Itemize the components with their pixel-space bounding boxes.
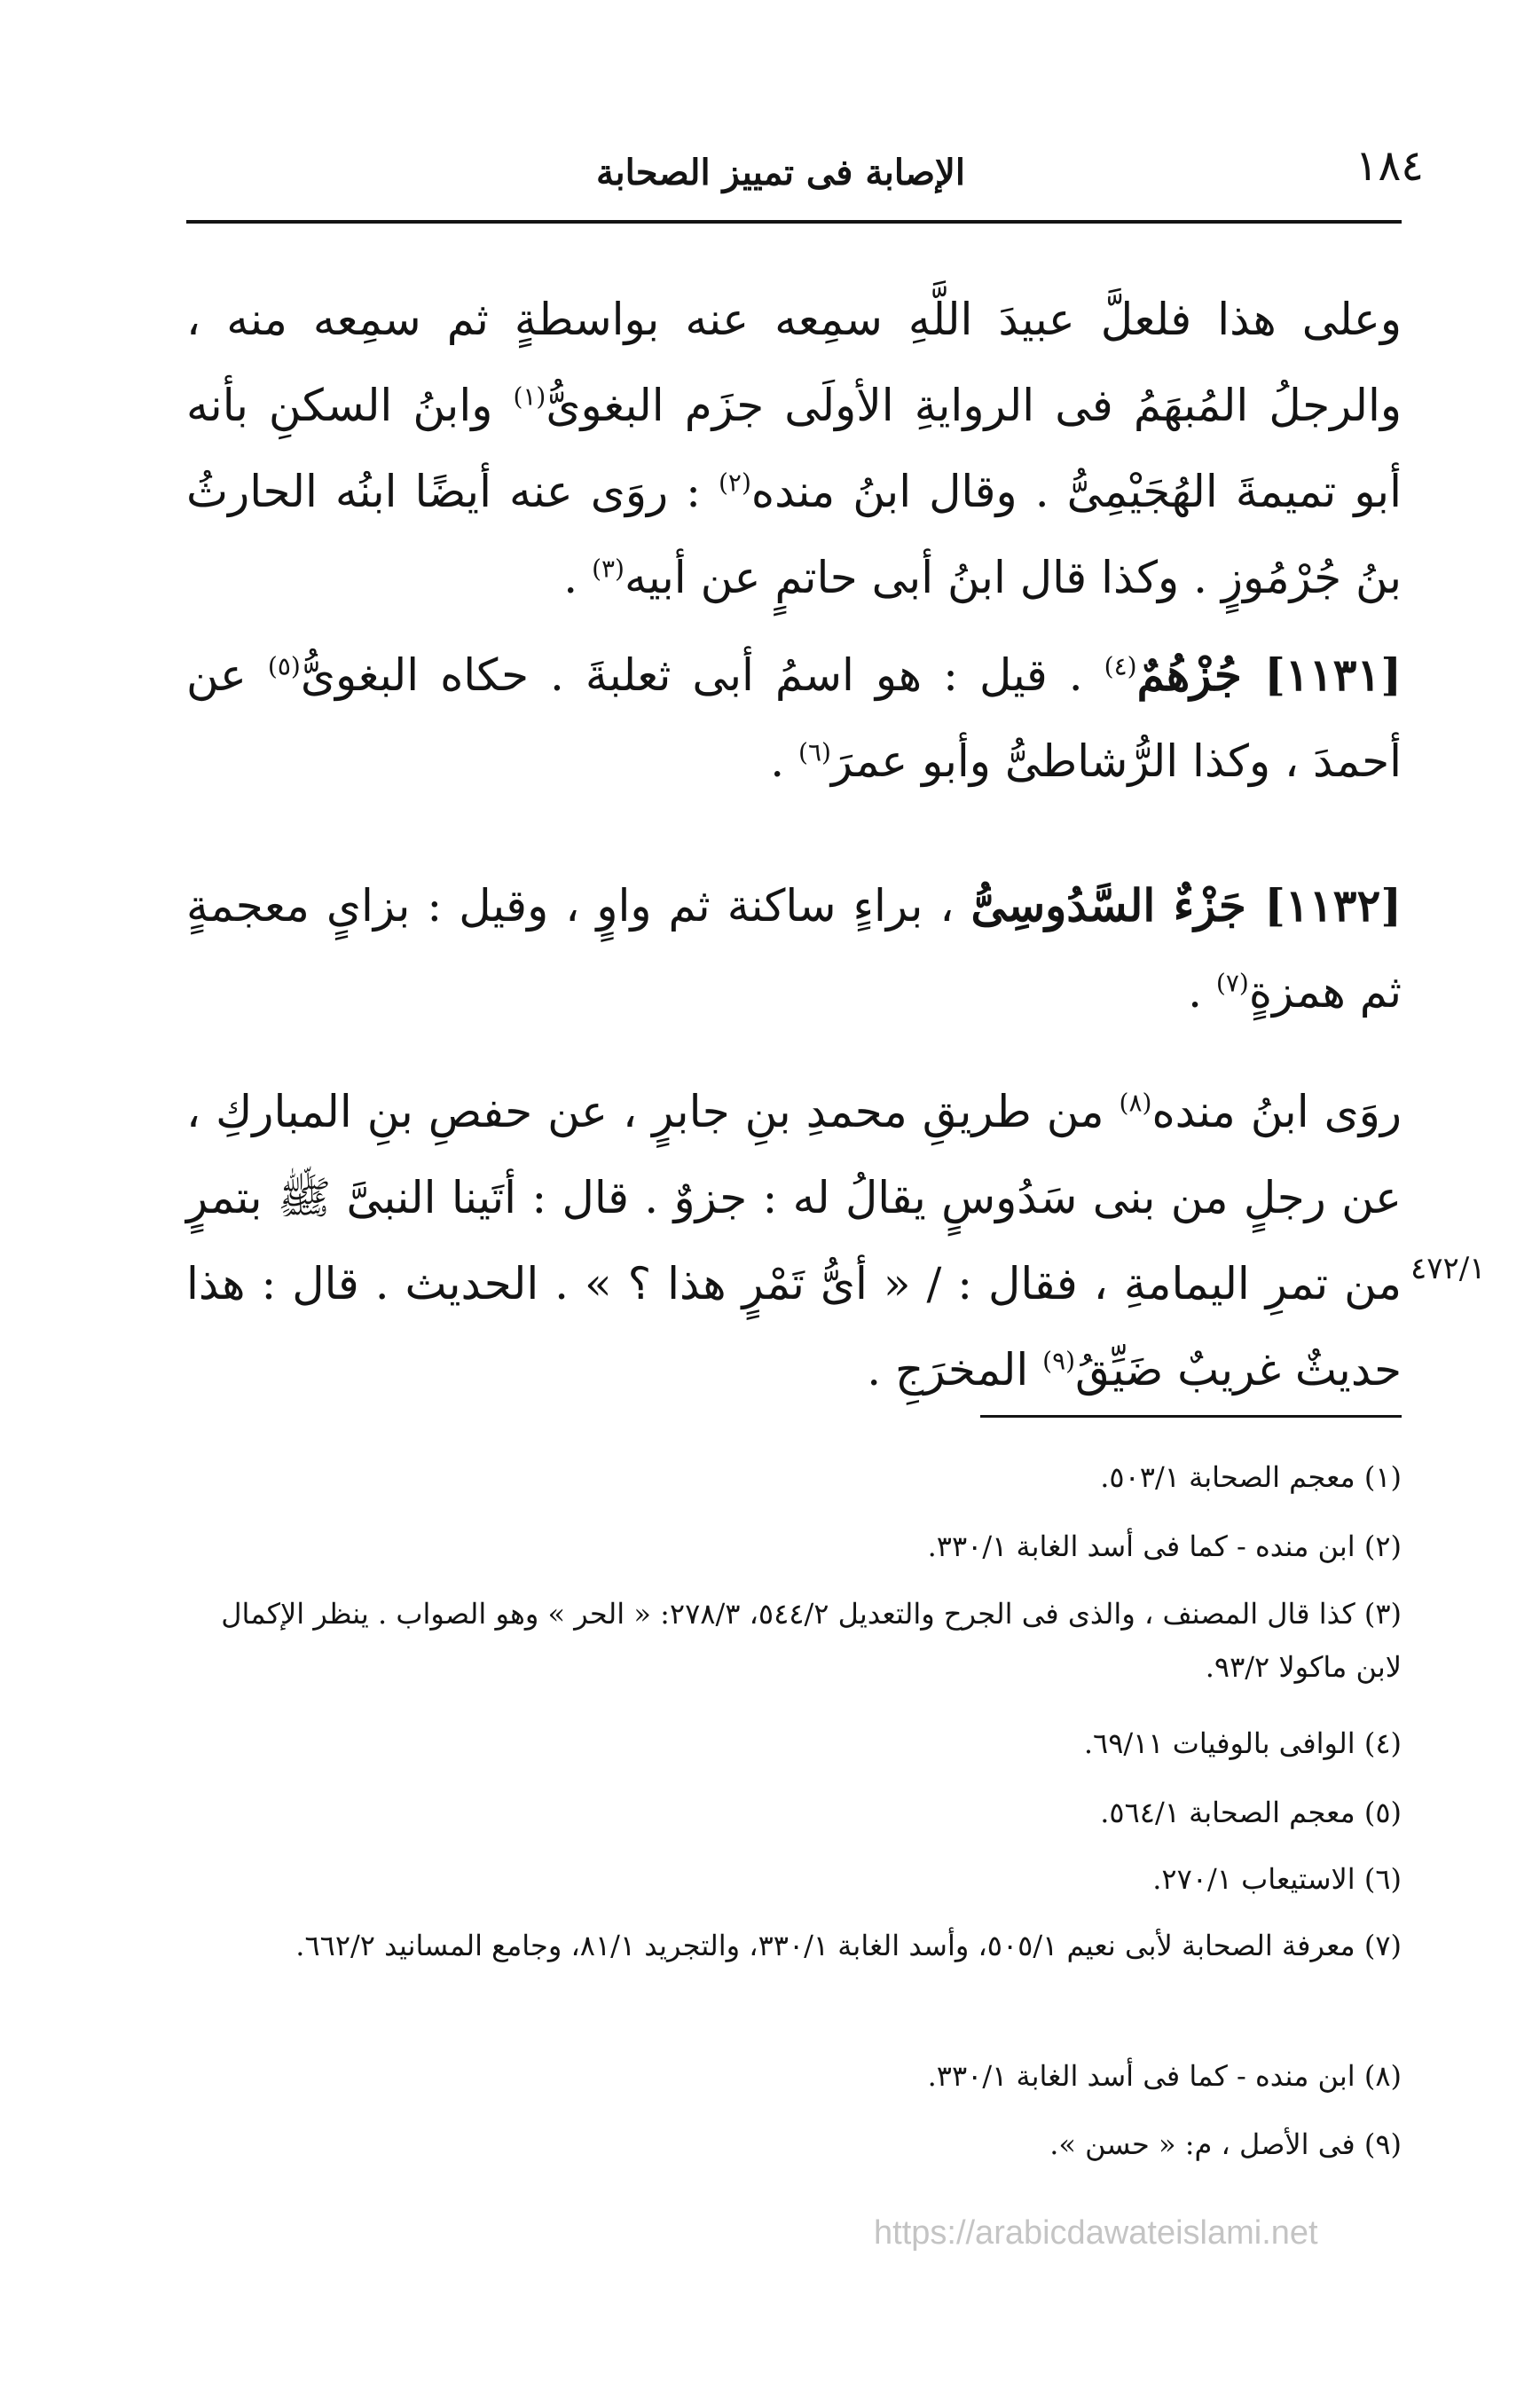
footnote: (٢) ابن منده - كما فى أسد الغابة ٣٣٠/١.: [927, 1529, 1402, 1563]
footnote: (٥) معجم الصحابة ٥٦٤/١.: [1100, 1796, 1402, 1829]
footnote-marker: (١): [513, 381, 546, 412]
watermark-url: https://arabicdawateislami.net: [874, 2214, 1318, 2252]
header-rule: [186, 220, 1402, 224]
body-paragraph-hadith: [186, 1069, 1402, 1413]
page-number: ١٨٤: [1355, 141, 1424, 191]
margin-reference: ٤٧٢/١: [1410, 1251, 1486, 1286]
entry-1132: [186, 862, 1402, 1035]
text-run: وابنُ السكنِ بأنه أبو تميمةَ الهُجَيْمِىُّ . وقال ابنُ منده: [186, 380, 1402, 517]
footnote: (٣) كذا قال المصنف ، والذى فى الجرح والتعديل ٥٤٤/٢، ٢٧٨/٣: « الحر » وهو الصواب . ينظر الإكمال لابن ماكولا ٩٣/٢.: [221, 1597, 1402, 1684]
text-run: : روَى عنه أيضًا ابنُه الحارثُ بنُ جُرْمُوزٍ . وكذا قال ابنُ أبى حاتمٍ عن أبيه: [186, 466, 1402, 603]
footnote: (٤) الوافى بالوفيات ٦٩/١١.: [1083, 1726, 1402, 1760]
entry-1131: [186, 632, 1402, 805]
footnote: (٧) معرفة الصحابة لأبى نعيم ٥٠٥/١، وأسد الغابة ٣٣٠/١، والتجريد ٨١/١، وجامع المسانيد ٦٦٢/٢.: [295, 1929, 1402, 1962]
text-run: . قيل : هو اسمُ أبى ثعلبةَ . حكاه البغوىُّ: [300, 649, 1104, 701]
entry-number: [١١٣١]: [1264, 649, 1402, 701]
footnote-marker: (٦): [798, 737, 831, 767]
text-run: من طريقِ محمدِ بنِ جابرٍ ، عن حفصِ بنِ المباركِ ، عن رجلٍ من بنى سَدُوسٍ يقالُ له : جزوٌ . قال : أتَينا النبىَّ ﷺ بتمرٍ من تمرِ اليمامةِ ، فقال : / « أىُّ تَمْرٍ هذا ؟ » . الحديث . قال : هذا حديثٌ غريبٌ ضَيِّقُ: [186, 1086, 1402, 1395]
footnote-marker: (٧): [1215, 968, 1249, 998]
text-run: .: [1188, 966, 1216, 1018]
body-paragraph-intro: [186, 277, 1402, 621]
footnote-marker: (٢): [718, 468, 751, 498]
footnote-marker: (٥): [267, 651, 301, 681]
text-run: المخرَجِ .: [867, 1344, 1043, 1395]
text-run: وعلى هذا فلعلَّ عبيدَ اللَّهِ سمِعه عنه بواسطةٍ ثم سمِعه منه ، والرجلُ المُبهَمُ فى الروايةِ الأولَى جزَم البغوىُّ: [186, 294, 1402, 431]
footnote-marker: (٣): [592, 554, 625, 584]
entry-number: [١١٣٢]: [1264, 879, 1402, 932]
text-run: ، براءٍ ساكنة ثم واوٍ ، وقيل : بزاىٍ معجمةٍ ثم همزةٍ: [186, 880, 1402, 1018]
text-run: روَى ابنُ منده: [1151, 1086, 1402, 1137]
footnote-rule: [980, 1415, 1402, 1418]
text-run: .: [770, 735, 798, 787]
footnote: (٦) الاستيعاب ٢٧٠/١.: [1152, 1862, 1402, 1896]
entry-name: جُزْهُمٌ: [1136, 649, 1265, 701]
entry-name: جَزْءٌ السَّدُوسِىُّ: [970, 879, 1265, 932]
running-header-title: الإصابة فى تمييز الصحابة: [596, 152, 965, 193]
footnote-marker: (٩): [1042, 1346, 1076, 1376]
footnote-marker: (٤): [1104, 651, 1137, 681]
text-run: عن أحمدَ ، وكذا الرُّشاطىُّ وأبو عمرَ: [186, 649, 1402, 787]
footnote: (٨) ابن منده - كما فى أسد الغابة ٣٣٠/١.: [927, 2059, 1402, 2093]
footnote-marker: (٨): [1119, 1088, 1152, 1118]
text-run: .: [563, 552, 593, 603]
footnote: (١) معجم الصحابة ٥٠٣/١.: [1100, 1460, 1402, 1494]
footnote: (٩) فى الأصل ، م: « حسن ».: [1049, 2127, 1402, 2161]
